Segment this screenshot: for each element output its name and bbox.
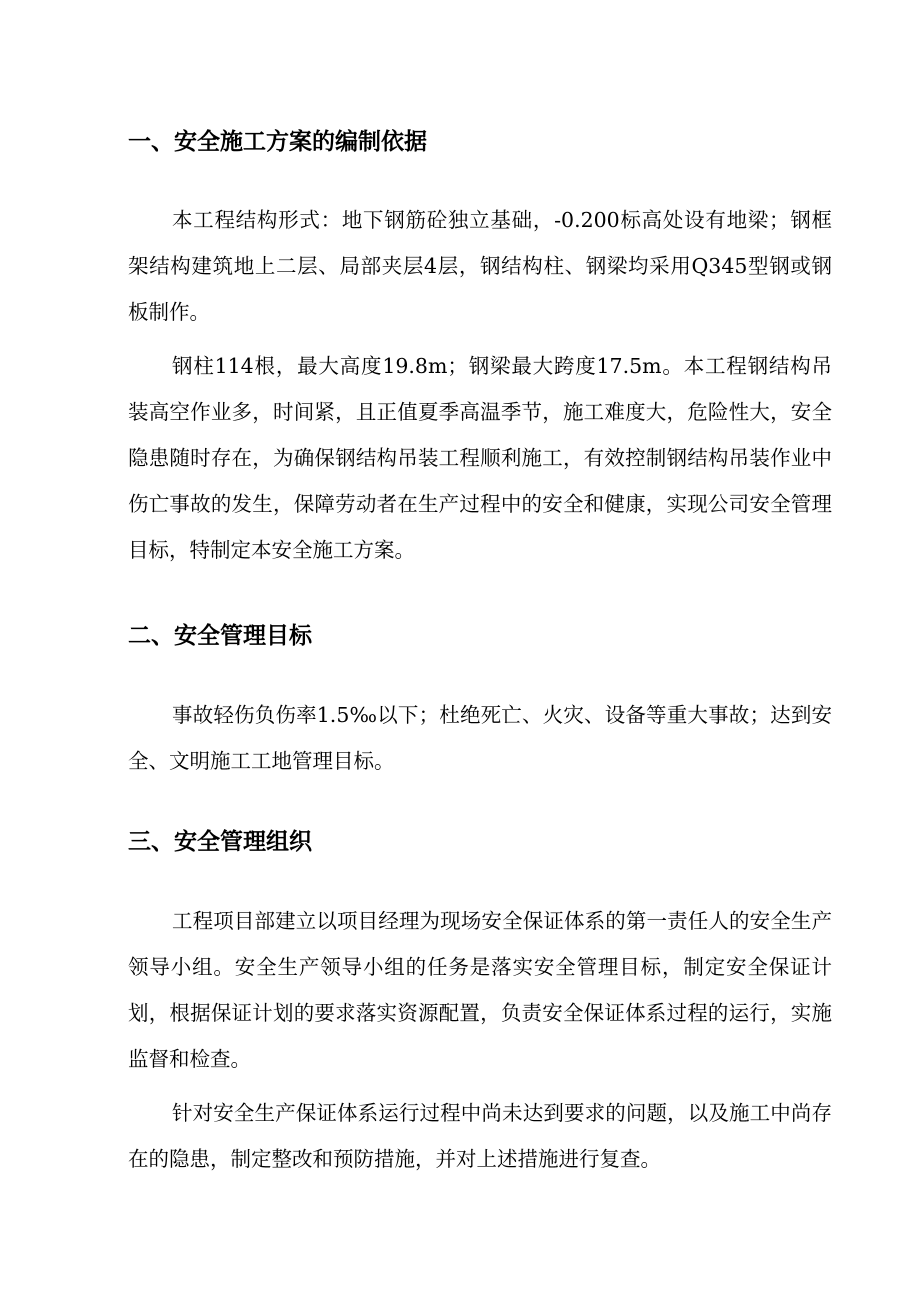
paragraph-leadership-group: 工程项目部建立以项目经理为现场安全保证体系的第一责任人的安全生产领导小组。安全生产领导小组的任务是落实安全管理目标，制定安全保证计划，根据保证计划的要求落实资源配置，负责安全保证体系过程的运行，实施监督和检查。: [128, 909, 832, 1071]
section-heading-basis: 一、安全施工方案的编制依据: [128, 129, 427, 155]
paragraph-steel-columns: 钢柱114根，最大高度19.8m；钢梁最大跨度17.5m。本工程钢结构吊装高空作业多，时间紧，且正值夏季高温季节，施工难度大，危险性大，安全隐患随时存在，为确保钢结构吊装工程顺利施工，有效控制钢结构吊装作业中伤亡事故的发生，保障劳动者在生产过程中的安全和健康，实现公司安全管理目标，特制定本安全施工方案。: [128, 354, 832, 562]
section-heading-safety-organization: 三、安全管理组织: [128, 829, 312, 855]
paragraph-structure-form: 本工程结构形式：地下钢筋砼独立基础，-0.200标高处设有地梁；钢框架结构建筑地上二层、局部夹层4层，钢结构柱、钢梁均采用Q345型钢或钢板制作。: [128, 208, 832, 324]
paragraph-accident-rate: 事故轻伤负伤率1.5‰以下；杜绝死亡、火灾、设备等重大事故；达到安全、文明施工工地管理目标。: [128, 703, 832, 773]
paragraph-rectification: 针对安全生产保证体系运行过程中尚未达到要求的问题，以及施工中尚存在的隐患，制定整改和预防措施，并对上述措施进行复查。: [128, 1101, 832, 1171]
section-heading-safety-goals: 二、安全管理目标: [128, 623, 312, 649]
